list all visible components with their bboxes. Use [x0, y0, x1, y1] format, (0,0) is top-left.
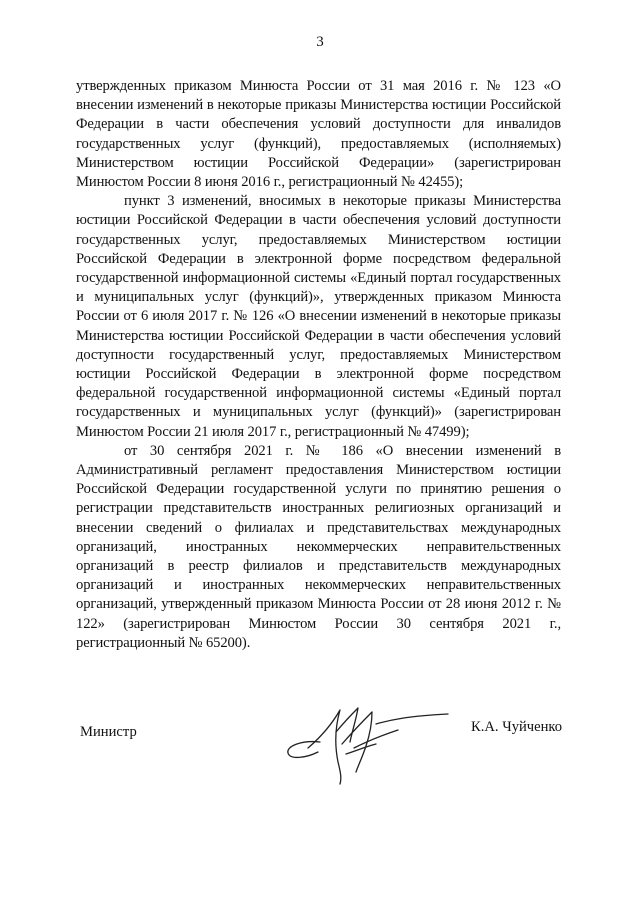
- paragraph-order-186: от 30 сентября 2021 г. № 186 «О внесении изменений в Административный регламент предоставления Министерством юстиции Российской Федерации государственной услуги по принятию решения о регистрации представительств иностранных религиозных организаций и внесении сведений о филиалах и представительствах международных организаций, иностранных некоммерческих неправительственных организаций в реестр филиалов и представительств международных организаций и иностранных некоммерческих неправительственных организаций, утвержденный приказом Минюста России от 28 июня 2012 г. № 122» (зарегистрирован Минюстом России 30 сентября 2021 г., регистрационный № 65200).: [76, 442, 561, 651]
- signatory-title: Министр: [80, 724, 137, 740]
- signatory-name: К.А. Чуйченко: [471, 719, 563, 735]
- handwritten-signature: [280, 700, 460, 790]
- signature-block: [0, 700, 640, 800]
- document-body: [76, 77, 561, 653]
- paragraph-order-126: пункт 3 изменений, вносимых в некоторые приказы Министерства юстиции Российской Федерации в части обеспечения условий доступности государственных услуг, предоставляемых Министерством юстиции Российской Федерации в электронной форме посредством федеральной государственной информационной системы «Единый портал государственных и муниципальных услуг (функций)», утвержденных приказом Минюста России от 6 июля 2017 г. № 126 «О внесении изменений в некоторые приказы Министерства юстиции Российской Федерации в части обеспечения условий доступности государственный услуг, предоставляемых Министерством юстиции Российской Федерации в электронной форме посредством федеральной государственной информационной системы «Единый портал государственных и муниципальных услуг (функций)» (зарегистрирован Минюстом России 21 июля 2017 г., регистрационный № 47499);: [76, 193, 561, 440]
- page-number: 3: [316, 34, 324, 50]
- paragraph-order-123: утвержденных приказом Минюста России от 31 мая 2016 г. № 123 «О внесении изменений в некоторые приказы Министерства юстиции Российской Федерации в части обеспечения условий доступности для инвалидов государственных услуг (функций), предоставляемых (исполняемых) Министерством юстиции Российской Федерации» (зарегистрирован Минюстом России 8 июня 2016 г., регистрационный № 42455);: [76, 78, 561, 191]
